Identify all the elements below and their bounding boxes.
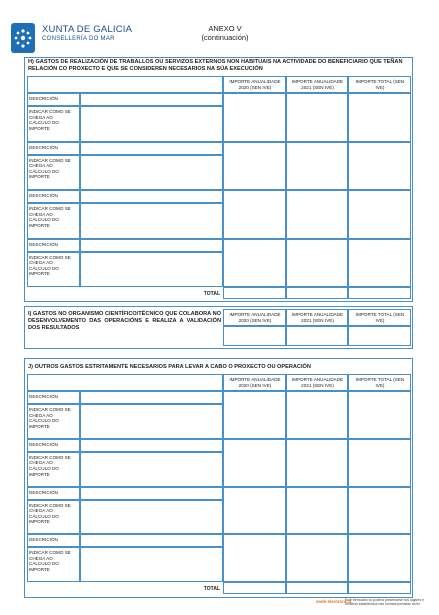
section-j-entry-3-desc-field[interactable] [80, 487, 223, 500]
section-j-entry-2-amount-2020[interactable] [223, 439, 286, 487]
section-h-entry-1-desc-label: DESCRICIÓN [29, 96, 58, 101]
section-j-entry-2-calc-label: INDICAR COMO SE CHEGA AO CÁLCULO DO IMPORTE [29, 454, 71, 477]
section-j-entry-2-amount-total[interactable] [348, 439, 411, 487]
sede-electronica-logo: sede electrónica [316, 599, 352, 604]
section-j-entry-4-calc-field[interactable] [80, 547, 223, 582]
section-j-entry-1-calc-label: INDICAR COMO SE CHEGA AO CÁLCULO DO IMPORTE [29, 407, 71, 429]
section-j-entry-2-amount-2021[interactable] [286, 439, 348, 487]
section-h-entry-2-amount-2020[interactable] [223, 142, 286, 191]
footer-note: Este formulario só poderá presentarse nos lugares e rexistros establecidos nas normas previstas na lei [345, 598, 424, 606]
section-j-col3-header: IMPORTE TOTAL (SEN IVE) [348, 374, 411, 391]
section-h-entry-2-calc-label: INDICAR COMO SE CHEGA AO CÁLCULO DO IMPORTE [29, 157, 71, 180]
section-j-entry-1-calc-field[interactable] [80, 404, 223, 439]
section-i-value-2020[interactable] [223, 326, 286, 346]
section-h-entry-3-desc-field[interactable] [80, 190, 223, 203]
section-j-entry-4-amount-2021[interactable] [286, 534, 348, 582]
section-h-entry-4-desc-label: DESCRICIÓN [29, 241, 58, 247]
section-i-col2-header: IMPORTE ANUALIDADE 2021 (SEN IVE) [286, 309, 348, 326]
section-h-entry-1-amount-total[interactable] [348, 93, 411, 142]
section-j-entry-1-desc-field[interactable] [80, 391, 223, 404]
section-j-entry-1-amount-2020[interactable] [223, 391, 286, 439]
section-h-entry-1-calc-field[interactable] [80, 106, 223, 142]
section-j-header-blank [27, 374, 223, 391]
section-j-entry-3-calc-label: INDICAR COMO SE CHEGA AO CÁLCULO DO IMPORTE [29, 502, 71, 525]
section-j-entry-4-amount-2020[interactable] [223, 534, 286, 582]
annex-title [190, 24, 260, 42]
section-j-entry-2-desc-label: DESCRICIÓN [29, 441, 58, 447]
section-h-entry-4-amount-total[interactable] [348, 239, 411, 288]
section-h-col1-header: IMPORTE ANUALIDADE 2020 (SEN IVE) [223, 76, 286, 93]
section-h-header-blank [27, 76, 223, 93]
section-h-total-2020[interactable] [223, 287, 286, 299]
section-j-entry-3-amount-2021[interactable] [286, 487, 348, 535]
section-h-entry-4-amount-2021[interactable] [286, 239, 348, 288]
section-j-entry-3-calc-field[interactable] [80, 500, 223, 535]
section-h-entry-4-calc-field[interactable] [80, 252, 223, 288]
section-i-value-2021[interactable] [286, 326, 348, 346]
section-h-total-2021[interactable] [286, 287, 348, 299]
section-h-entry-2-desc-label: DESCRICIÓN [29, 144, 58, 150]
section-j-entry-4-amount-total[interactable] [348, 534, 411, 582]
section-h-title: H) GASTOS DE REALIZACIÓN DE TRABALLOS OU SERVIZOS EXTERNOS NON HABITUAIS NA ACTIVIDADE DO BENEFICIARIO QUE TEÑAN RELACIÓN CO PROXECTO E QUE SE CONSIDEREN NECESARIOS NA SÚA EXECUCIÓN [28, 59, 403, 72]
section-j-total-label: TOTAL [203, 586, 220, 592]
section-j-col1-header: IMPORTE ANUALIDADE 2020 (SEN IVE) [223, 374, 286, 391]
section-h-entry-1-amount-2020[interactable] [223, 93, 286, 142]
org-name: XUNTA DE GALICIA [42, 24, 133, 35]
section-h-entry-2-amount-2021[interactable] [286, 142, 348, 191]
section-h-entry-1-calc-label: INDICAR COMO SE CHEGA AO CÁLCULO DO IMPORTE [29, 109, 71, 131]
section-j-entry-1-amount-total[interactable] [348, 391, 411, 439]
section-h-col3-header: IMPORTE TOTAL (SEN IVE) [348, 76, 411, 93]
section-h-entry-2-amount-total[interactable] [348, 142, 411, 191]
section-j-entry-2-desc-field[interactable] [80, 439, 223, 452]
section-h-entry-4-calc-label: INDICAR COMO SE CHEGA AO CÁLCULO DO IMPORTE [29, 254, 71, 277]
section-h-entry-3-desc-label: DESCRICIÓN [29, 193, 58, 198]
section-j-entry-3-amount-total[interactable] [348, 487, 411, 535]
section-h-total-label: TOTAL [203, 291, 220, 297]
section-j-total-2021[interactable] [286, 582, 348, 594]
section-h-entry-3-amount-2020[interactable] [223, 190, 286, 239]
section-j-entry-1-amount-2021[interactable] [286, 391, 348, 439]
section-i-value-total[interactable] [348, 326, 411, 346]
annex-subtitle: (continuación) [201, 33, 249, 42]
section-j-title: J) OUTROS GASTOS ESTRITAMENTE NECESARIOS PARA LEVAR A CABO O PROXECTO OU OPERACIÓN [28, 364, 311, 370]
section-h-entry-4-desc-field[interactable] [80, 239, 223, 252]
section-j-entry-3-desc-label: DESCRICIÓN [29, 489, 58, 495]
section-h-total-sum[interactable] [348, 287, 411, 299]
section-h-entry-3-amount-2021[interactable] [286, 190, 348, 239]
section-h-entry-1-amount-2021[interactable] [286, 93, 348, 142]
section-h-col2-header: IMPORTE ANUALIDADE 2021 (SEN IVE) [286, 76, 348, 93]
section-j-entry-4-calc-label: INDICAR COMO SE CHEGA AO CÁLCULO DO IMPORTE [29, 550, 71, 573]
section-j-entry-2-calc-field[interactable] [80, 452, 223, 487]
section-h-entry-3-amount-total[interactable] [348, 190, 411, 239]
section-h-entry-2-calc-field[interactable] [80, 155, 223, 191]
section-h-entry-4-amount-2020[interactable] [223, 239, 286, 288]
section-j-entry-4-desc-label: DESCRICIÓN [29, 537, 58, 543]
section-j-entry-1-desc-label: DESCRICIÓN [29, 394, 58, 399]
section-i-col1-header: IMPORTE ANUALIDADE 2020 (SEN IVE) [223, 309, 286, 326]
section-i-title: I) GASTOS NO ORGANISMO CIENTÍFICO/TÉCNICO QUE COLABORA NO DESENVOLVEMENTO DAS OPERACIÓNS E REALIZA A VALIDACIÓN DOS RESULTADOS [28, 311, 221, 331]
section-j-entry-4-desc-field[interactable] [80, 534, 223, 547]
section-h-entry-2-desc-field[interactable] [80, 142, 223, 155]
section-j-total-sum[interactable] [348, 582, 411, 594]
section-h-entry-3-calc-label: INDICAR COMO SE CHEGA AO CÁLCULO DO IMPORTE [29, 206, 71, 228]
section-h-entry-1-desc-field[interactable] [80, 93, 223, 106]
annex-label: ANEXO V [208, 24, 242, 33]
section-i-col3-header: IMPORTE TOTAL (SEN IVE) [348, 309, 411, 326]
section-j-col2-header: IMPORTE ANUALIDADE 2021 (SEN IVE) [286, 374, 348, 391]
section-j-entry-3-amount-2020[interactable] [223, 487, 286, 535]
section-h-entry-3-calc-field[interactable] [80, 203, 223, 239]
xunta-logo-icon [10, 22, 36, 54]
section-j-total-2020[interactable] [223, 582, 286, 594]
department-name: CONSELLERÍA DO MAR [42, 36, 115, 42]
